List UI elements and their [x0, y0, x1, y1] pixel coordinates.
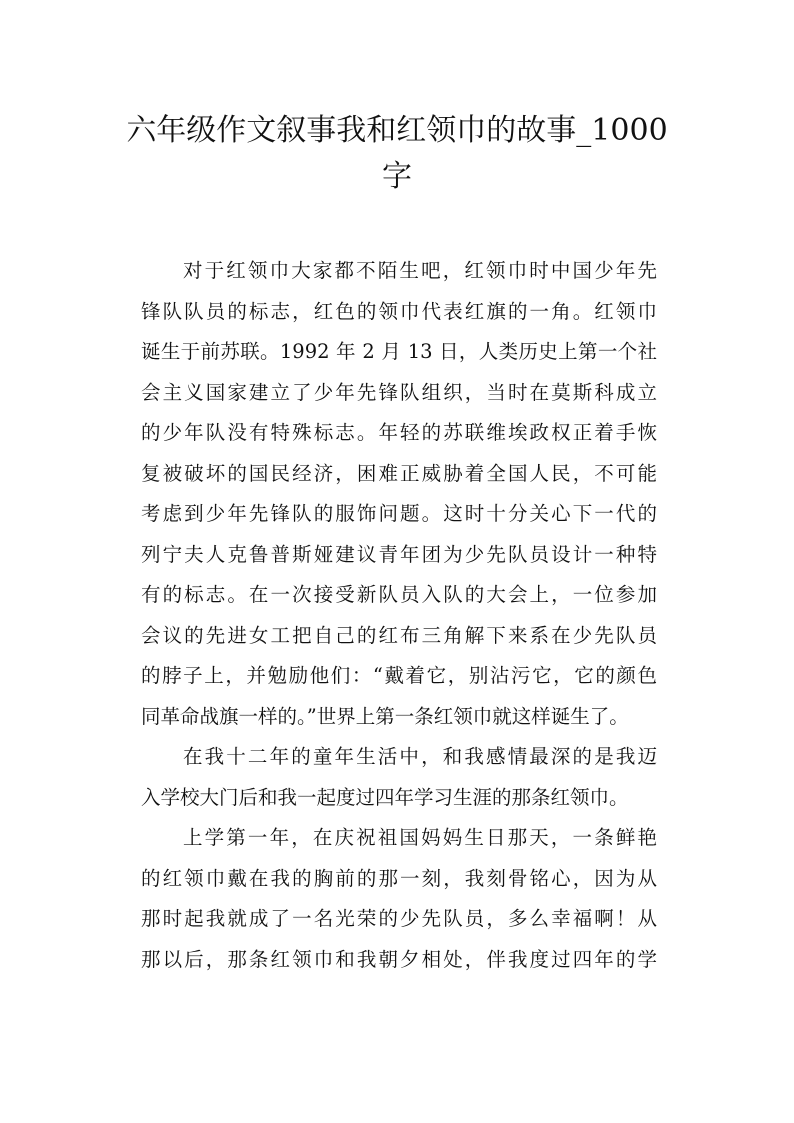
body-line: 入学校大门后和我一起度过四年学习生涯的那条红领巾。 [141, 785, 629, 809]
body-line: 的少年队没有特殊标志。年轻的苏联维埃政权正着手恢 [141, 421, 657, 444]
body-line: 会主义国家建立了少年先锋队组织，当时在莫斯科成立 [141, 380, 657, 404]
body-line: 的红领巾戴在我的胸前的那一刻，我刻骨铭心，因为从 [141, 866, 657, 890]
body-line: 上学第一年，在庆祝祖国妈妈生日那天，一条鲜艳 [183, 826, 657, 849]
body-line: 对于红领巾大家都不陌生吧，红领巾时中国少年先 [183, 259, 657, 282]
body-line: 锋队队员的标志，红色的领巾代表红旗的一角。红领巾 [141, 299, 657, 323]
body-line: 那时起我就成了一名光荣的少先队员，多么幸福啊！从 [141, 907, 657, 930]
body-line: 那以后，那条红领巾和我朝夕相处，伴我度过四年的学 [141, 947, 657, 971]
body-line: 会议的先进女工把自己的红布三角解下来系在少先队员 [141, 623, 657, 647]
document-title [110, 108, 684, 200]
title-line-2: 字 [382, 159, 412, 194]
body-line: 在我十二年的童年生活中，和我感情最深的是我迈 [183, 745, 657, 768]
body-line: 列宁夫人克鲁普斯娅建议青年团为少先队员设计一种特 [141, 542, 657, 566]
body-line: 考虑到少年先锋队的服饰问题。这时十分关心下一代的 [141, 502, 657, 525]
body-line: 同革命战旗一样的。”世界上第一条红领巾就这样诞生了。 [141, 704, 629, 728]
body-line: 复被破坏的国民经济，困难正威胁着全国人民，不可能 [141, 461, 657, 485]
title-line-1: 六年级作文叙事我和红领巾的故事_1000 [126, 113, 668, 148]
body-line: 的脖子上，并勉励他们：“戴着它，别沾污它，它的颜色 [141, 664, 657, 687]
body-line: 有的标志。在一次接受新队员入队的大会上，一位参加 [141, 583, 657, 606]
document-body [141, 251, 657, 980]
body-line: 诞生于前苏联。1992 年 2 月 13 日，人类历史上第一个社 [141, 340, 657, 363]
